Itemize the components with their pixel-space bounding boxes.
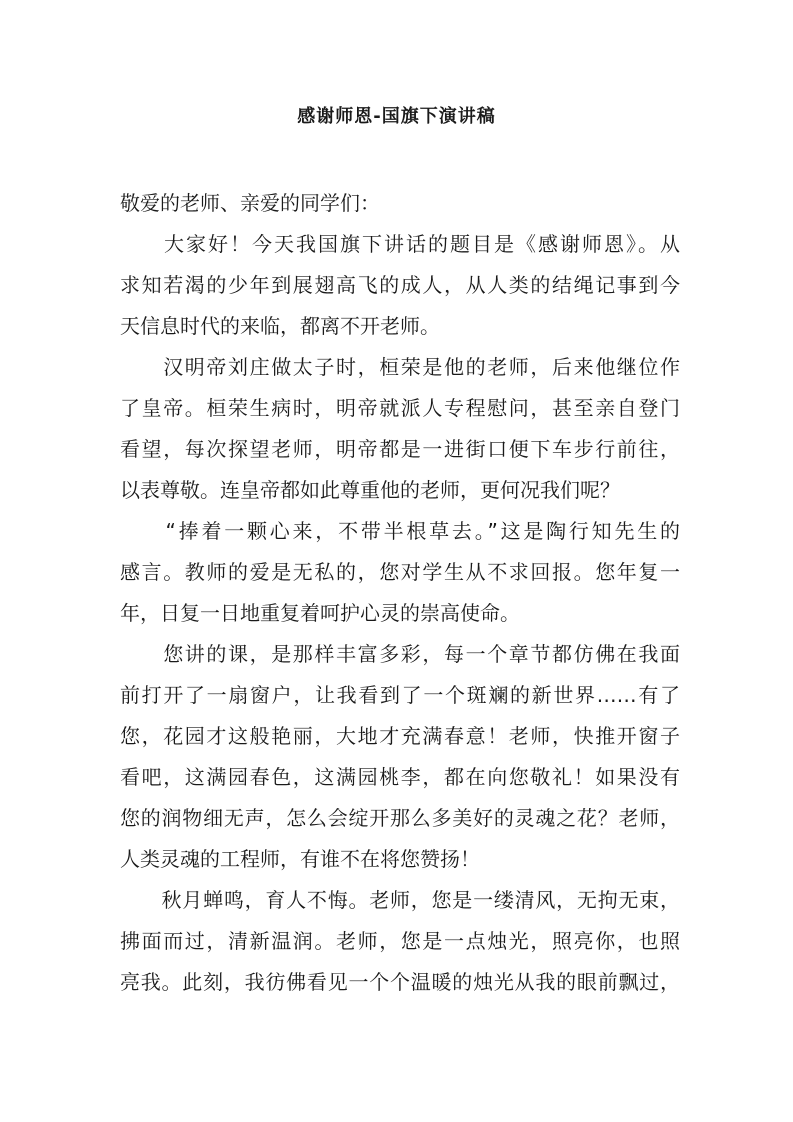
paragraph-line: 求知若渴的少年到展翅高飞的成人，从人类的结绳记事到今 — [120, 273, 680, 297]
paragraph-line: 感言。教师的爱是无私的，您对学生从不求回报。您年复一 — [120, 560, 680, 584]
paragraph-line: 您讲的课，是那样丰富多彩，每一个章节都仿佛在我面 — [120, 642, 680, 666]
paragraph-line: 了皇帝。桓荣生病时，明帝就派人专程慰问，甚至亲自登门 — [120, 396, 680, 420]
paragraph-line: 人类灵魂的工程师，有谁不在将您赞扬！ — [120, 847, 480, 871]
paragraph-line: 秋月蝉鸣，育人不悔。老师，您是一缕清风，无拘无束， — [120, 888, 680, 912]
paragraph-line: 汉明帝刘庄做太子时，桓荣是他的老师，后来他继位作 — [120, 355, 680, 379]
document-title: 感谢师恩-国旗下演讲稿 — [297, 106, 496, 127]
paragraph-line: 以表尊敬。连皇帝都如此尊重他的老师，更何况我们呢？ — [120, 478, 620, 502]
paragraph-line: 您的润物细无声，怎么会绽开那么多美好的灵魂之花？老师， — [120, 806, 680, 830]
paragraph-line: “捧着一颗心来，不带半根草去。”这是陶行知先生的 — [120, 519, 680, 543]
paragraph-line: 前打开了一扇窗户，让我看到了一个斑斓的新世界……有了 — [120, 683, 680, 707]
paragraph-line: 看吧，这满园春色，这满园桃李，都在向您敬礼！如果没有 — [120, 765, 680, 789]
salutation: 敬爱的老师、亲爱的同学们： — [120, 191, 380, 215]
paragraph-line: 拂面而过，清新温润。老师，您是一点烛光，照亮你，也照 — [120, 929, 680, 953]
paragraph-line: 亮我。此刻，我彷佛看见一个个温暖的烛光从我的眼前飘过， — [120, 970, 680, 994]
paragraph-line: 天信息时代的来临，都离不开老师。 — [120, 314, 440, 338]
paragraph-line: 年，日复一日地重复着呵护心灵的崇高使命。 — [120, 601, 520, 625]
paragraph-line: 大家好！今天我国旗下讲话的题目是《感谢师恩》。从 — [120, 232, 680, 256]
paragraph-line: 您，花园才这般艳丽，大地才充满春意！老师，快推开窗子 — [120, 724, 680, 748]
paragraph-line: 看望，每次探望老师，明帝都是一进街口便下车步行前往， — [120, 437, 680, 461]
